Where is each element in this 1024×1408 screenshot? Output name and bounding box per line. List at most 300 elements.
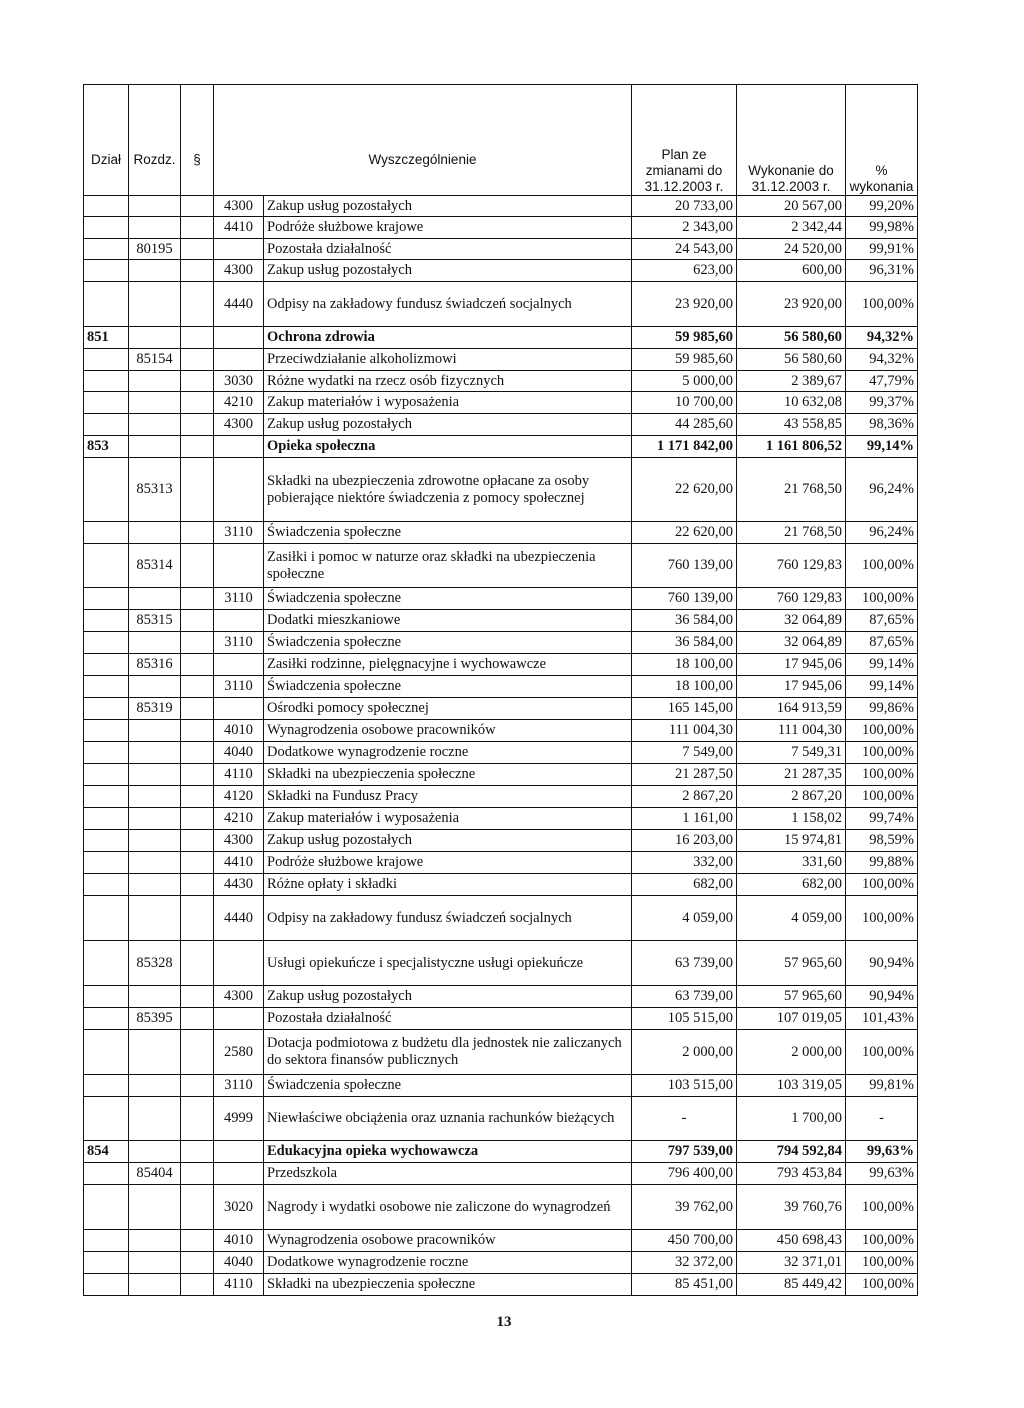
cell-paragraph — [214, 654, 264, 676]
cell-spacer — [181, 852, 214, 874]
cell-execution: 7 549,31 — [737, 742, 846, 764]
table-row — [84, 217, 918, 239]
cell-description: Zasiłki rodzinne, pielęgnacyjne i wychowawcze — [264, 654, 632, 676]
cell-percent: 87,65% — [846, 632, 918, 654]
cell-description: Świadczenia społeczne — [264, 588, 632, 610]
cell-spacer — [181, 941, 214, 986]
cell-rozdz — [129, 786, 181, 808]
cell-spacer — [181, 676, 214, 698]
cell-dzial: 853 — [84, 436, 129, 458]
cell-spacer — [181, 1252, 214, 1274]
table-row — [84, 260, 918, 282]
cell-execution: 56 580,60 — [737, 349, 846, 371]
cell-execution: 2 389,67 — [737, 371, 846, 392]
cell-description: Dodatkowe wynagrodzenie roczne — [264, 742, 632, 764]
cell-rozdz — [129, 196, 181, 217]
cell-description: Pozostała działalność — [264, 239, 632, 260]
cell-dzial — [84, 1274, 129, 1296]
cell-percent: 100,00% — [846, 764, 918, 786]
cell-dzial — [84, 742, 129, 764]
cell-dzial — [84, 392, 129, 414]
cell-spacer — [181, 874, 214, 896]
cell-plan: 22 620,00 — [632, 522, 737, 544]
cell-percent: 99,63% — [846, 1141, 918, 1163]
cell-plan: 39 762,00 — [632, 1185, 737, 1230]
cell-rozdz — [129, 1252, 181, 1274]
cell-rozdz — [129, 874, 181, 896]
cell-rozdz — [129, 436, 181, 458]
cell-spacer — [181, 349, 214, 371]
cell-execution: 17 945,06 — [737, 676, 846, 698]
cell-percent: 100,00% — [846, 1252, 918, 1274]
cell-description: Zakup usług pozostałych — [264, 986, 632, 1008]
cell-dzial — [84, 371, 129, 392]
cell-spacer — [181, 588, 214, 610]
cell-description: Odpisy na zakładowy fundusz świadczeń socjalnych — [264, 896, 632, 941]
cell-paragraph: 4999 — [214, 1097, 264, 1141]
cell-spacer — [181, 327, 214, 349]
cell-description: Świadczenia społeczne — [264, 522, 632, 544]
table-row — [84, 414, 918, 436]
cell-description: Świadczenia społeczne — [264, 1075, 632, 1097]
cell-dzial — [84, 698, 129, 720]
table-row — [84, 986, 918, 1008]
table-row — [84, 349, 918, 371]
cell-rozdz — [129, 588, 181, 610]
table-row — [84, 830, 918, 852]
cell-execution: 43 558,85 — [737, 414, 846, 436]
cell-dzial — [84, 896, 129, 941]
cell-execution: 32 371,01 — [737, 1252, 846, 1274]
cell-percent: 100,00% — [846, 1230, 918, 1252]
cell-paragraph — [214, 327, 264, 349]
cell-description: Zakup usług pozostałych — [264, 830, 632, 852]
table-row — [84, 1230, 918, 1252]
cell-percent: 94,32% — [846, 349, 918, 371]
table-row — [84, 588, 918, 610]
cell-spacer — [181, 632, 214, 654]
cell-spacer — [181, 1185, 214, 1230]
cell-rozdz: 80195 — [129, 239, 181, 260]
cell-execution: 2 342,44 — [737, 217, 846, 239]
cell-description: Składki na Fundusz Pracy — [264, 786, 632, 808]
header-dzial: Dział — [84, 85, 129, 196]
cell-rozdz: 85319 — [129, 698, 181, 720]
cell-execution: 794 592,84 — [737, 1141, 846, 1163]
cell-paragraph: 4110 — [214, 1274, 264, 1296]
cell-description: Nagrody i wydatki osobowe nie zaliczone do wynagrodzeń — [264, 1185, 632, 1230]
cell-spacer — [181, 217, 214, 239]
cell-description: Usługi opiekuńcze i specjalistyczne usługi opiekuńcze — [264, 941, 632, 986]
cell-paragraph: 3020 — [214, 1185, 264, 1230]
header-percent: % wykonania — [846, 85, 918, 196]
cell-paragraph: 4120 — [214, 786, 264, 808]
cell-description: Przeciwdziałanie alkoholizmowi — [264, 349, 632, 371]
cell-dzial — [84, 282, 129, 327]
cell-plan: 4 059,00 — [632, 896, 737, 941]
cell-percent: 96,24% — [846, 458, 918, 522]
cell-paragraph: 3110 — [214, 676, 264, 698]
cell-percent: 100,00% — [846, 786, 918, 808]
cell-spacer — [181, 1141, 214, 1163]
cell-dzial — [84, 1252, 129, 1274]
cell-execution: 1 161 806,52 — [737, 436, 846, 458]
cell-execution: 331,60 — [737, 852, 846, 874]
cell-spacer — [181, 522, 214, 544]
cell-spacer — [181, 1274, 214, 1296]
cell-paragraph: 3110 — [214, 1075, 264, 1097]
cell-dzial — [84, 986, 129, 1008]
table-row — [84, 698, 918, 720]
cell-paragraph: 4410 — [214, 852, 264, 874]
table-row — [84, 764, 918, 786]
cell-rozdz — [129, 896, 181, 941]
table-row — [84, 1185, 918, 1230]
cell-execution: 1 158,02 — [737, 808, 846, 830]
cell-execution: 1 700,00 — [737, 1097, 846, 1141]
cell-execution: 56 580,60 — [737, 327, 846, 349]
header-plan: Plan ze zmianami do 31.12.2003 r. — [632, 85, 737, 196]
cell-execution: 24 520,00 — [737, 239, 846, 260]
cell-execution: 23 920,00 — [737, 282, 846, 327]
cell-rozdz — [129, 808, 181, 830]
cell-paragraph — [214, 1163, 264, 1185]
cell-rozdz — [129, 676, 181, 698]
cell-percent: 99,88% — [846, 852, 918, 874]
cell-rozdz — [129, 327, 181, 349]
cell-paragraph: 4300 — [214, 986, 264, 1008]
cell-paragraph: 4300 — [214, 830, 264, 852]
cell-description: Ośrodki pomocy społecznej — [264, 698, 632, 720]
cell-rozdz — [129, 720, 181, 742]
cell-dzial — [84, 1097, 129, 1141]
cell-paragraph: 4010 — [214, 1230, 264, 1252]
cell-description: Składki na ubezpieczenia społeczne — [264, 1274, 632, 1296]
cell-execution: 450 698,43 — [737, 1230, 846, 1252]
cell-dzial — [84, 349, 129, 371]
cell-plan: 16 203,00 — [632, 830, 737, 852]
table-row — [84, 239, 918, 260]
cell-rozdz: 85328 — [129, 941, 181, 986]
cell-execution: 793 453,84 — [737, 1163, 846, 1185]
cell-percent: 100,00% — [846, 588, 918, 610]
cell-plan: 2 000,00 — [632, 1030, 737, 1075]
cell-spacer — [181, 830, 214, 852]
cell-description: Świadczenia społeczne — [264, 676, 632, 698]
cell-paragraph: 4440 — [214, 282, 264, 327]
cell-plan: 24 543,00 — [632, 239, 737, 260]
cell-percent: 99,98% — [846, 217, 918, 239]
table-row — [84, 458, 918, 522]
cell-paragraph: 3110 — [214, 522, 264, 544]
cell-rozdz — [129, 986, 181, 1008]
cell-rozdz — [129, 1230, 181, 1252]
cell-plan: 623,00 — [632, 260, 737, 282]
cell-percent: 99,86% — [846, 698, 918, 720]
cell-dzial: 851 — [84, 327, 129, 349]
cell-paragraph: 4300 — [214, 196, 264, 217]
table-row — [84, 610, 918, 632]
cell-dzial — [84, 458, 129, 522]
cell-execution: 164 913,59 — [737, 698, 846, 720]
table-row — [84, 852, 918, 874]
cell-description: Podróże służbowe krajowe — [264, 217, 632, 239]
cell-percent: 100,00% — [846, 874, 918, 896]
cell-description: Niewłaściwe obciążenia oraz uznania rachunków bieżących — [264, 1097, 632, 1141]
cell-percent: 98,36% — [846, 414, 918, 436]
cell-plan: 2 867,20 — [632, 786, 737, 808]
cell-description: Opieka społeczna — [264, 436, 632, 458]
cell-plan: 59 985,60 — [632, 349, 737, 371]
cell-spacer — [181, 544, 214, 588]
cell-paragraph: 4410 — [214, 217, 264, 239]
cell-dzial — [84, 544, 129, 588]
cell-execution: 4 059,00 — [737, 896, 846, 941]
cell-description: Składki na ubezpieczenia społeczne — [264, 764, 632, 786]
table-row — [84, 1008, 918, 1030]
cell-paragraph — [214, 941, 264, 986]
cell-paragraph — [214, 544, 264, 588]
cell-paragraph: 4210 — [214, 808, 264, 830]
cell-rozdz: 85404 — [129, 1163, 181, 1185]
cell-paragraph — [214, 1008, 264, 1030]
cell-dzial — [84, 632, 129, 654]
cell-rozdz — [129, 1030, 181, 1075]
cell-spacer — [181, 1030, 214, 1075]
cell-percent: 99,37% — [846, 392, 918, 414]
cell-spacer — [181, 1008, 214, 1030]
cell-rozdz — [129, 282, 181, 327]
cell-paragraph: 4110 — [214, 764, 264, 786]
cell-plan: 23 920,00 — [632, 282, 737, 327]
cell-plan: 103 515,00 — [632, 1075, 737, 1097]
cell-rozdz — [129, 522, 181, 544]
cell-rozdz — [129, 1274, 181, 1296]
table-row — [84, 522, 918, 544]
header-paragraph: § — [181, 85, 214, 196]
cell-execution: 600,00 — [737, 260, 846, 282]
cell-plan: 32 372,00 — [632, 1252, 737, 1274]
cell-description: Pozostała działalność — [264, 1008, 632, 1030]
cell-dzial — [84, 239, 129, 260]
cell-dzial — [84, 414, 129, 436]
cell-plan: 111 004,30 — [632, 720, 737, 742]
cell-spacer — [181, 1075, 214, 1097]
cell-rozdz — [129, 1097, 181, 1141]
cell-plan: 7 549,00 — [632, 742, 737, 764]
cell-description: Dodatki mieszkaniowe — [264, 610, 632, 632]
header-description: Wyszczególnienie — [214, 85, 632, 196]
cell-rozdz — [129, 1185, 181, 1230]
cell-percent: 100,00% — [846, 1030, 918, 1075]
cell-description: Podróże służbowe krajowe — [264, 852, 632, 874]
cell-plan: 22 620,00 — [632, 458, 737, 522]
cell-description: Różne wydatki na rzecz osób fizycznych — [264, 371, 632, 392]
table-row — [84, 1252, 918, 1274]
cell-rozdz — [129, 260, 181, 282]
cell-plan: 59 985,60 — [632, 327, 737, 349]
cell-execution: 10 632,08 — [737, 392, 846, 414]
table-row — [84, 742, 918, 764]
cell-spacer — [181, 282, 214, 327]
cell-spacer — [181, 371, 214, 392]
cell-execution: 760 129,83 — [737, 544, 846, 588]
cell-dzial: 854 — [84, 1141, 129, 1163]
cell-execution: 682,00 — [737, 874, 846, 896]
table-row — [84, 720, 918, 742]
cell-spacer — [181, 1163, 214, 1185]
cell-percent: 87,65% — [846, 610, 918, 632]
cell-description: Wynagrodzenia osobowe pracowników — [264, 1230, 632, 1252]
cell-dzial — [84, 808, 129, 830]
table-row — [84, 808, 918, 830]
cell-percent: 100,00% — [846, 282, 918, 327]
cell-dzial — [84, 830, 129, 852]
cell-dzial — [84, 196, 129, 217]
cell-plan: 332,00 — [632, 852, 737, 874]
cell-paragraph: 4210 — [214, 392, 264, 414]
cell-spacer — [181, 808, 214, 830]
cell-execution: 57 965,60 — [737, 941, 846, 986]
cell-plan: 165 145,00 — [632, 698, 737, 720]
cell-plan: 18 100,00 — [632, 654, 737, 676]
cell-percent: 99,74% — [846, 808, 918, 830]
cell-spacer — [181, 196, 214, 217]
table-row — [84, 1030, 918, 1075]
cell-paragraph — [214, 458, 264, 522]
cell-execution: 32 064,89 — [737, 632, 846, 654]
cell-percent: - — [846, 1097, 918, 1141]
cell-plan: 20 733,00 — [632, 196, 737, 217]
cell-plan: 796 400,00 — [632, 1163, 737, 1185]
cell-paragraph: 3110 — [214, 632, 264, 654]
cell-plan: 1 161,00 — [632, 808, 737, 830]
cell-description: Świadczenia społeczne — [264, 632, 632, 654]
cell-percent: 100,00% — [846, 544, 918, 588]
table-row — [84, 632, 918, 654]
cell-paragraph: 4440 — [214, 896, 264, 941]
cell-dzial — [84, 1230, 129, 1252]
header-rozdz: Rozdz. — [129, 85, 181, 196]
cell-percent: 99,14% — [846, 676, 918, 698]
cell-execution: 760 129,83 — [737, 588, 846, 610]
cell-plan: 85 451,00 — [632, 1274, 737, 1296]
cell-paragraph: 4010 — [214, 720, 264, 742]
cell-dzial — [84, 1163, 129, 1185]
cell-percent: 98,59% — [846, 830, 918, 852]
cell-spacer — [181, 436, 214, 458]
cell-plan: - — [632, 1097, 737, 1141]
cell-plan: 44 285,60 — [632, 414, 737, 436]
cell-rozdz — [129, 852, 181, 874]
cell-execution: 17 945,06 — [737, 654, 846, 676]
cell-dzial — [84, 1030, 129, 1075]
cell-plan: 760 139,00 — [632, 588, 737, 610]
table-row — [84, 786, 918, 808]
cell-rozdz — [129, 632, 181, 654]
cell-percent: 99,14% — [846, 654, 918, 676]
cell-paragraph: 4300 — [214, 414, 264, 436]
cell-spacer — [181, 764, 214, 786]
cell-rozdz: 85313 — [129, 458, 181, 522]
cell-dzial — [84, 522, 129, 544]
cell-description: Składki na ubezpieczenia zdrowotne opłacane za osoby pobierające niektóre świadczenia z pomocy społecznej — [264, 458, 632, 522]
table-row — [84, 896, 918, 941]
cell-dzial — [84, 764, 129, 786]
cell-dzial — [84, 588, 129, 610]
cell-plan: 450 700,00 — [632, 1230, 737, 1252]
cell-percent: 100,00% — [846, 720, 918, 742]
cell-rozdz — [129, 371, 181, 392]
cell-description: Dotacja podmiotowa z budżetu dla jednostek nie zaliczanych do sektora finansów publicznych — [264, 1030, 632, 1075]
cell-execution: 32 064,89 — [737, 610, 846, 632]
cell-percent: 99,63% — [846, 1163, 918, 1185]
cell-percent: 94,32% — [846, 327, 918, 349]
cell-spacer — [181, 610, 214, 632]
cell-spacer — [181, 260, 214, 282]
cell-percent: 101,43% — [846, 1008, 918, 1030]
cell-rozdz — [129, 764, 181, 786]
cell-paragraph: 4430 — [214, 874, 264, 896]
table-header-row — [84, 85, 918, 196]
cell-spacer — [181, 392, 214, 414]
cell-dzial — [84, 654, 129, 676]
cell-plan: 760 139,00 — [632, 544, 737, 588]
cell-paragraph: 4040 — [214, 1252, 264, 1274]
cell-rozdz — [129, 414, 181, 436]
cell-paragraph: 3030 — [214, 371, 264, 392]
cell-plan: 682,00 — [632, 874, 737, 896]
cell-dzial — [84, 874, 129, 896]
table-row — [84, 544, 918, 588]
cell-execution: 111 004,30 — [737, 720, 846, 742]
cell-plan: 797 539,00 — [632, 1141, 737, 1163]
cell-dzial — [84, 1075, 129, 1097]
cell-rozdz — [129, 217, 181, 239]
cell-spacer — [181, 896, 214, 941]
cell-description: Odpisy na zakładowy fundusz świadczeń socjalnych — [264, 282, 632, 327]
cell-percent: 96,24% — [846, 522, 918, 544]
cell-description: Zasiłki i pomoc w naturze oraz składki na ubezpieczenia społeczne — [264, 544, 632, 588]
cell-percent: 99,91% — [846, 239, 918, 260]
cell-dzial — [84, 1185, 129, 1230]
cell-execution: 2 000,00 — [737, 1030, 846, 1075]
cell-percent: 47,79% — [846, 371, 918, 392]
cell-dzial — [84, 941, 129, 986]
cell-plan: 63 739,00 — [632, 986, 737, 1008]
table-body — [84, 196, 918, 1296]
cell-percent: 96,31% — [846, 260, 918, 282]
cell-plan: 105 515,00 — [632, 1008, 737, 1030]
cell-description: Przedszkola — [264, 1163, 632, 1185]
cell-execution: 20 567,00 — [737, 196, 846, 217]
cell-plan: 21 287,50 — [632, 764, 737, 786]
cell-rozdz — [129, 830, 181, 852]
table-row — [84, 371, 918, 392]
table-row — [84, 1097, 918, 1141]
cell-description: Dodatkowe wynagrodzenie roczne — [264, 1252, 632, 1274]
cell-paragraph: 2580 — [214, 1030, 264, 1075]
cell-description: Wynagrodzenia osobowe pracowników — [264, 720, 632, 742]
cell-execution: 85 449,42 — [737, 1274, 846, 1296]
cell-plan: 5 000,00 — [632, 371, 737, 392]
cell-paragraph: 3110 — [214, 588, 264, 610]
table-row — [84, 436, 918, 458]
cell-plan: 36 584,00 — [632, 610, 737, 632]
cell-execution: 57 965,60 — [737, 986, 846, 1008]
cell-description: Różne opłaty i składki — [264, 874, 632, 896]
cell-percent: 99,14% — [846, 436, 918, 458]
